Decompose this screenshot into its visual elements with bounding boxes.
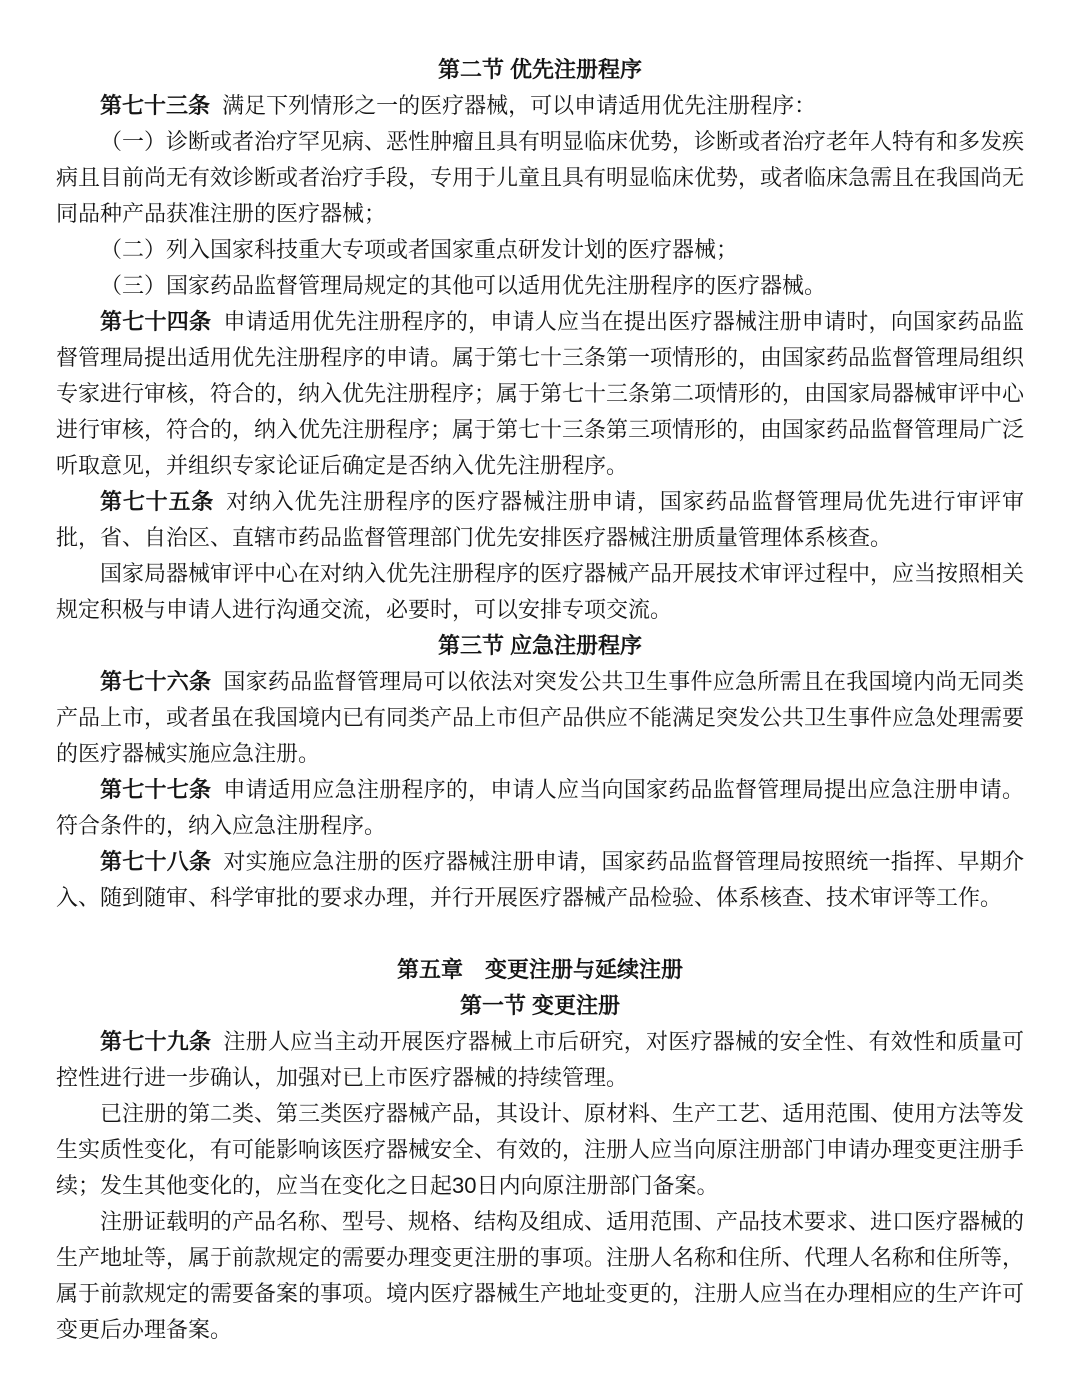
document-body [56, 52, 1024, 1348]
article-76-number: 第七十六条 [100, 669, 212, 694]
article-75-paragraph [56, 484, 1024, 556]
item-3-paragraph: （三）国家药品监督管理局规定的其他可以适用优先注册程序的医疗器械。 [100, 273, 827, 298]
article-77-text: 申请适用应急注册程序的，申请人应当向国家药品监督管理局提出应急注册申请。符合条件的，纳入应急注册程序。 [56, 777, 1024, 838]
chapter-heading-change-and-renewal: 第五章 变更注册与延续注册 [396, 957, 683, 982]
article-74-number: 第七十四条 [100, 309, 212, 334]
article-79-supplement-paragraph: 已注册的第二类、第三类医疗器械产品，其设计、原材料、生产工艺、适用范围、使用方法等发生实质性变化，有可能影响该医疗器械安全、有效的，注册人应当向原注册部门申请办理变更注册手续；发生其他变化的，应当在变化之日起30日内向原注册部门备案。 [56, 1101, 1025, 1198]
section-heading-emergency-registration: 第三节 应急注册程序 [437, 633, 643, 658]
article-75-text: 对纳入优先注册程序的医疗器械注册申请，国家药品监督管理局优先进行审评审批，省、自治区、直辖市药品监督管理部门优先安排医疗器械注册质量管理体系核查。 [56, 489, 1024, 550]
registration-certificate-items-paragraph: 注册证载明的产品名称、型号、规格、结构及组成、适用范围、产品技术要求、进口医疗器械的生产地址等，属于前款规定的需要办理变更注册的事项。注册人名称和住所、代理人名称和住所等，属于前款规定的需要备案的事项。境内医疗器械生产地址变更的，注册人应当在办理相应的生产许可变更后办理备案。 [56, 1209, 1025, 1342]
article-73-text: 满足下列情形之一的医疗器械，可以申请适用优先注册程序： [222, 93, 817, 118]
article-74-paragraph [56, 304, 1024, 484]
section-heading-change-registration: 第一节 变更注册 [459, 993, 621, 1018]
item-1-paragraph: （一）诊断或者治疗罕见病、恶性肿瘤且具有明显临床优势，诊断或者治疗老年人特有和多发疾病且目前尚无有效诊断或者治疗手段，专用于儿童且具有明显临床优势，或者临床急需且在我国尚无同品种产品获准注册的医疗器械； [56, 129, 1025, 226]
article-77-number: 第七十七条 [100, 777, 212, 802]
article-78-text: 对实施应急注册的医疗器械注册申请，国家药品监督管理局按照统一指挥、早期介入、随到随审、科学审批的要求办理，并行开展医疗器械产品检验、体系核查、技术审评等工作。 [56, 849, 1024, 910]
article-76-text: 国家药品监督管理局可以依法对突发公共卫生事件应急所需且在我国境内尚无同类产品上市，或者虽在我国境内已有同类产品上市但产品供应不能满足突发公共卫生事件应急处理需要的医疗器械实施应急注册。 [56, 669, 1025, 766]
article-73-number: 第七十三条 [100, 93, 211, 118]
article-73-paragraph [56, 88, 1024, 124]
article-75-number: 第七十五条 [100, 489, 215, 514]
article-74-text: 申请适用优先注册程序的，申请人应当在提出医疗器械注册申请时，向国家药品监督管理局提出适用优先注册程序的申请。属于第七十三条第一项情形的，由国家药品监督管理局组织专家进行审核，符合的，纳入优先注册程序；属于第七十三条第二项情形的，由国家局器械审评中心进行审核，符合的，纳入优先注册程序；属于第七十三条第三项情形的，由国家药品监督管理局广泛听取意见，并组织专家论证后确定是否纳入优先注册程序。 [56, 309, 1025, 478]
item-2-paragraph: （二）列入国家科技重大专项或者国家重点研发计划的医疗器械； [100, 237, 739, 262]
section-heading-priority-registration: 第二节 优先注册程序 [437, 57, 643, 82]
article-78-paragraph [56, 844, 1024, 916]
article-77-paragraph [56, 772, 1024, 844]
article-79-paragraph [56, 1024, 1024, 1096]
article-76-paragraph [56, 664, 1024, 772]
article-79-text: 注册人应当主动开展医疗器械上市后研究，对医疗器械的安全性、有效性和质量可控性进行进一步确认，加强对已上市医疗器械的持续管理。 [56, 1029, 1024, 1090]
article-79-number: 第七十九条 [100, 1029, 212, 1054]
article-75-supplement-paragraph: 国家局器械审评中心在对纳入优先注册程序的医疗器械产品开展技术审评过程中，应当按照相关规定积极与申请人进行沟通交流，必要时，可以安排专项交流。 [56, 561, 1025, 622]
article-78-number: 第七十八条 [100, 849, 212, 874]
